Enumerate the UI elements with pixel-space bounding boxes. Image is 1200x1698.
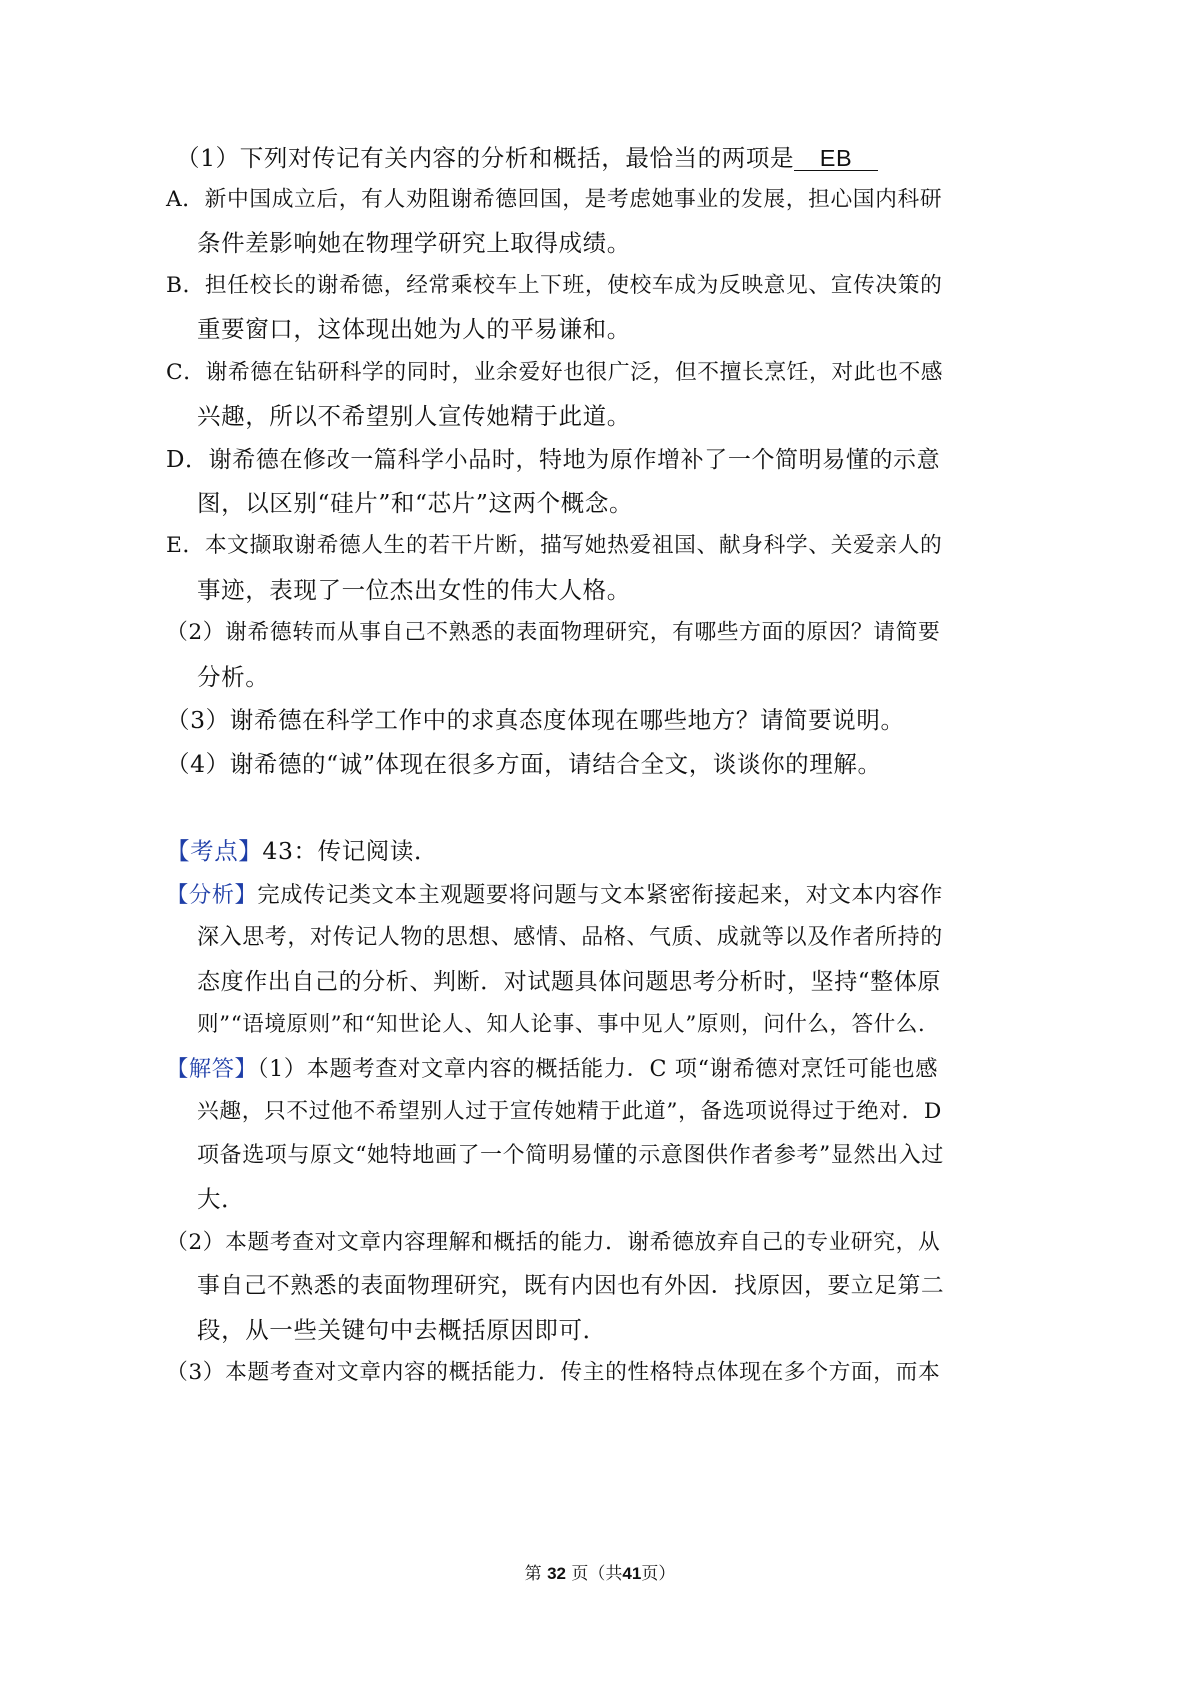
jieda-p2-line-3: 段，从一些关键句中去概括原因即可． <box>197 1316 607 1344</box>
kaodian-text: 43：传记阅读． <box>262 837 439 865</box>
footer-suffix: 页） <box>641 1564 676 1584</box>
question-1 <box>176 143 878 173</box>
option-e-line-2: 事迹，表现了一位杰出女性的伟大人格。 <box>197 576 631 604</box>
option-b-line-1: B．担任校长的谢希德，经常乘校车上下班，使校车成为反映意见、宣传决策的 <box>166 273 943 298</box>
footer-total-pages: 41 <box>622 1564 642 1583</box>
jieda-first: （1）本题考查对文章内容的概括能力．C 项“谢希德对烹饪可能也感 <box>257 1056 939 1082</box>
fenxi-line-3: 态度作出自己的分析、判断．对试题具体问题思考分析时，坚持“整体原 <box>197 969 941 995</box>
fenxi-first: 完成传记类文本主观题要将问题与文本紧密衔接起来，对文本内容作 <box>257 882 943 908</box>
page-footer <box>0 1563 1200 1585</box>
option-c-line-1: C．谢希德在钻研科学的同时，业余爱好也很广泛，但不擅长烹饪，对此也不感 <box>166 360 944 385</box>
option-c-line-2: 兴趣，所以不希望别人宣传她精于此道。 <box>197 402 631 430</box>
jieda-line-2: 兴趣，只不过他不希望别人过于宣传她精于此道”，备选项说得过于绝对．D <box>197 1099 942 1124</box>
footer-mid: 页（共 <box>571 1564 623 1584</box>
fenxi-tag: 【分析】 <box>166 882 258 908</box>
footer-page-number: 32 <box>547 1564 566 1583</box>
option-e-line-1: E．本文撷取谢希德人生的若干片断，描写她热爱祖国、献身科学、关爱亲人的 <box>166 533 943 558</box>
option-b-line-2: 重要窗口，这体现出她为人的平易谦和。 <box>197 315 631 343</box>
footer-prefix: 第 <box>524 1564 542 1584</box>
jieda-p2-line-1: （2）本题考查对文章内容理解和概括的能力．谢希德放弃自己的专业研究，从 <box>166 1230 941 1255</box>
option-d-line-2: 图，以区别“硅片”和“芯片”这两个概念。 <box>197 489 634 517</box>
jieda-tag: 【解答】 <box>166 1056 258 1082</box>
option-a-line-1: A．新中国成立后，有人劝阻谢希德回国，是考虑她事业的发展，担心国内科研 <box>166 187 943 212</box>
question-1-text: （1）下列对传记有关内容的分析和概括，最恰当的两项是 <box>176 144 795 172</box>
kaodian-tag: 【考点】 <box>166 837 263 865</box>
jieda-p3-line-1: （3）本题考查对文章内容的概括能力．传主的性格特点体现在多个方面，而本 <box>166 1360 941 1385</box>
jieda-line-4: 大． <box>197 1185 246 1213</box>
question-2-line-1: （2）谢希德转而从事自己不熟悉的表面物理研究，有哪些方面的原因？请简要 <box>166 620 941 645</box>
option-d-line-1: D．谢希德在修改一篇科学小品时，特地为原作增补了一个简明易懂的示意 <box>166 447 941 473</box>
kaodian-section <box>166 836 438 866</box>
question-3: （3）谢希德在科学工作中的求真态度体现在哪些地方？请简要说明。 <box>166 706 905 734</box>
question-4: （4）谢希德的“诚”体现在很多方面，请结合全文，谈谈你的理解。 <box>166 750 882 778</box>
fenxi-line-4: 则”“语境原则”和“知世论人、知人论事、事中见人”原则，问什么，答什么． <box>197 1012 941 1037</box>
jieda-line-1 <box>166 1054 938 1084</box>
option-a-line-2: 条件差影响她在物理学研究上取得成绩。 <box>197 229 631 257</box>
fenxi-line-1 <box>166 880 943 910</box>
jieda-p2-line-2: 事自己不熟悉的表面物理研究，既有内因也有外因．找原因，要立足第二 <box>197 1273 945 1299</box>
fenxi-line-2: 深入思考，对传记人物的思想、感情、品格、气质、成就等以及作者所持的 <box>197 925 943 950</box>
question-2-line-2: 分析。 <box>197 663 270 691</box>
answer-blank: EB <box>794 146 878 171</box>
jieda-line-3: 项备选项与原文“她特地画了一个简明易懂的示意图供作者参考”显然出入过 <box>197 1143 944 1168</box>
